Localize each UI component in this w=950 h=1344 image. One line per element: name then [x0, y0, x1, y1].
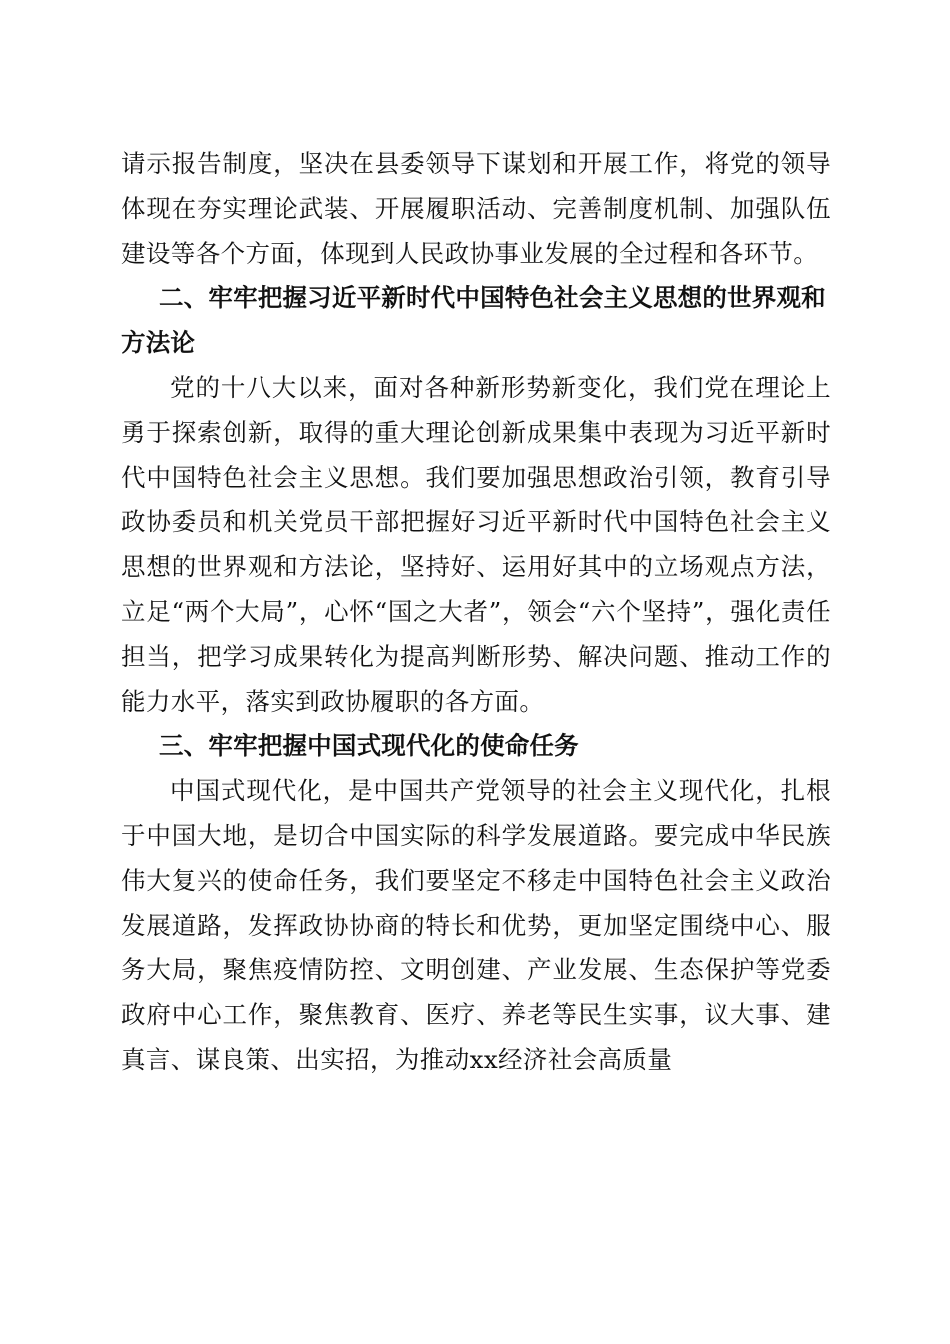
paragraph-continuation: 请示报告制度，坚决在县委领导下谋划和开展工作，将党的领导体现在夯实理论武装、开展履职活动、完善制度机制、加强队伍建设等各个方面，体现到人民政协事业发展的全过程和各环节。 — [121, 149, 831, 268]
document-page — [121, 142, 831, 1083]
section-heading-2: 二、牢牢把握习近平新时代中国特色社会主义思想的世界观和方法论 — [121, 283, 826, 358]
paragraph-section-2: 党的十八大以来，面对各种新形势新变化，我们党在理论上勇于探索创新，取得的重大理论创新成果集中表现为习近平新时代中国特色社会主义思想。我们要加强思想政治引领，教育引导政协委员和机关党员干部把握好习近平新时代中国特色社会主义思想的世界观和方法论，坚持好、运用好其中的立场观点方法，立足“两个大局”，心怀“国之大者”，领会“六个坚持”，强化责任担当，把学习成果转化为提高判断形势、解决问题、推动工作的能力水平，落实到政协履职的各方面。 — [121, 372, 831, 716]
section-heading-3: 三、牢牢把握中国式现代化的使命任务 — [158, 731, 579, 761]
paragraph-section-3: 中国式现代化，是中国共产党领导的社会主义现代化，扎根于中国大地，是切合中国实际的科学发展道路。要完成中华民族伟大复兴的使命任务，我们要坚定不移走中国特色社会主义政治发展道路，发挥政协协商的特长和优势，更加坚定围绕中心、服务大局，聚焦疫情防控、文明创建、产业发展、生态保护等党委政府中心工作，聚焦教育、医疗、养老等民生实事，议大事、建真言、谋良策、出实招，为推动xx经济社会高质量 — [121, 776, 831, 1074]
